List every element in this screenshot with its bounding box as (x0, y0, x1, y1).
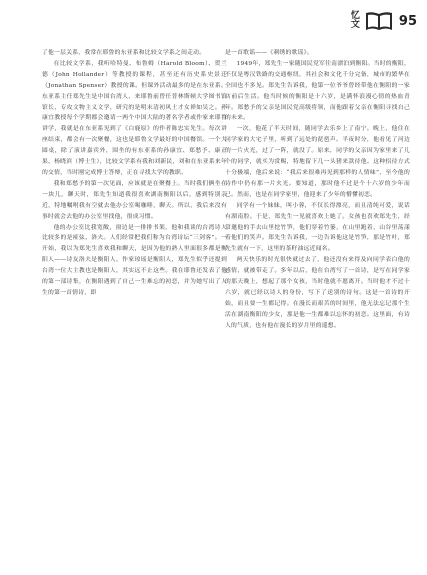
brand-char-1: 忆 (350, 11, 361, 21)
right-column (225, 48, 410, 332)
page-header (351, 8, 417, 34)
paragraph: 两天快乐的时光很快就过去了，他还没有来得及向同学表白他的感情，就被带走了。多年以后，他在台湾写了一首诗，是写在同学家的那天晚上，想起了那个女孩，当时他就不愿离开。当时他才不过十六岁，就已经以诗人的身份，写下了送别的诗句。这是一首诗的开始，而且要一生都记得。在漫长而艰苦的时间里，他无法忘记那个生活在湖南衡阳的少女，那是他一生都难以忘怀的初恋。这里面，有诗人的气质，也有他在漫长的岁月里的遥想。 (225, 257, 410, 329)
open-book-icon (365, 10, 393, 32)
paragraph: 在比较文学系，我听哈特曼、布鲁姆（Harold Bloom）、贺兰德（John Hollander）等教授的课程，甚至还有历史系史景迁（Jonathan Spenser）教授的课。但课外活动最多的是在东亚系。东亚系主任郑先生是中国台湾人，来耶鲁前曾任普林斯顿大学图书馆馆长，专攻文物主义文学，研究的是明末清初风土才女禅如吴之。孙康宜教授每个学期都会邀请一两个中国大陆的著名学者或作家来耶鲁讲学，我就是在东亚系见到了《白鹿原》的作者陈忠实先生。每次讲座结束，都会有一次聚餐，这也是耶鲁文学最好的中国餐馆。一个大圆桌，除了演讲嘉宾外，围坐的有东亚系的孙康宜、郑愁予、康正果、杨晓滨（博士生），比较文学系有我和刘新民，刘和在东亚系来年的交情，当时刚完成博士答辩，正在寻找大学的教职。 (42, 60, 227, 176)
paragraph: 我和郑愁予的第一次见面，应该就是在聚餐上。当时我们俩坐在一块儿，聊天时，郑先生知道我很喜欢湖南衡阳以后，感到特别亲近，特地嘱咐我有空就去他办公室喝咖啡，聊天。所以，我后来没有事时就会去他的办公室里找他，很成习惯。 (42, 180, 227, 220)
paragraph: 一次，他花了半天时间，随同学去乐乡上了南宁。晚上，他住在同学家的大宅子里，听到了远处的琵琶声。半夜时分，他看见了河边的一片火光，过了一阵，就没了。原来，同学的父亲因为家里来了几个的同学，就买为赏赐，特地留下几一头猪来款待他。这种招待方式十分极端，他后来说：“我后来很难再见到那样的人情味”，至今他的诗作中仍有那一片火光。要知道，那时他不过是个十六岁的少年而已。然而，也是在同学家里，他迎来了少年的懵懂初恋。 (225, 126, 410, 198)
section-brand (351, 12, 361, 30)
paragraph: 是一首歌谣——《刺绣的歌谣》。 (225, 50, 313, 56)
paragraph: 他的办公室比我宽敞，窗边是一排排书架，他和我谈的台湾诗人比较多的是痖弦、洛夫。人们经常把我们称为台湾诗坛“三剑客”。一开始，我以为郑先生喜欢我和聊天，是因为他的熟人里面很多都是衡阳人——诗友洛夫是衡阳人，作家琼瑶是衡阳人，郑先生似乎还提到台湾一位大主教也是衡阳人，其实远不止这些。我在耶鲁还发表了他的第一部诗集，在衡阳遇到了自己一生难忘的初恋，并为她写出了人生的第一首情诗，即 (42, 224, 227, 296)
paragraph: 1949年，郑先生一家随国民党军往南漂泊到衡阳。当时的衡阳，不仅是粤汉铁路的交通枢纽，其社会和文化千分完备，城市的繁华在全国也不多见。郑先生告诉我，他第一位爷爷曾经带他在衡阳的一家店前后生活。他当时候的衡阳是十六岁，是满怀浪漫心情的热血青年。郑愁予的父亲是国民党高级将领，而他跟着父亲在衡阳寻找自己的未来。 (225, 60, 410, 122)
paragraph: 了他一层关系，我常在耶鲁的东亚系和比较文学系之间走动。 (42, 50, 206, 56)
brand-char-2: 文 (350, 20, 361, 30)
page-number: 95 (398, 13, 417, 29)
left-column (42, 48, 227, 299)
paragraph: 同学有一个妹妹，叫小蓉，不仅长得漂亮，而且清纯可爱，说话有湖南腔。于是，郑先生一见就喜欢上她了。女孩也喜欢郑先生，经常邀他的手去山里挖竹笋，他们穿着竹篓，在山里跑着，山谷里荡漾着他们的笑声。郑先生告诉我，一边告诉他这是竹笋，那是竹叶，郑先生就有一下，这里的茶籽油远近闻名。 (225, 202, 410, 253)
